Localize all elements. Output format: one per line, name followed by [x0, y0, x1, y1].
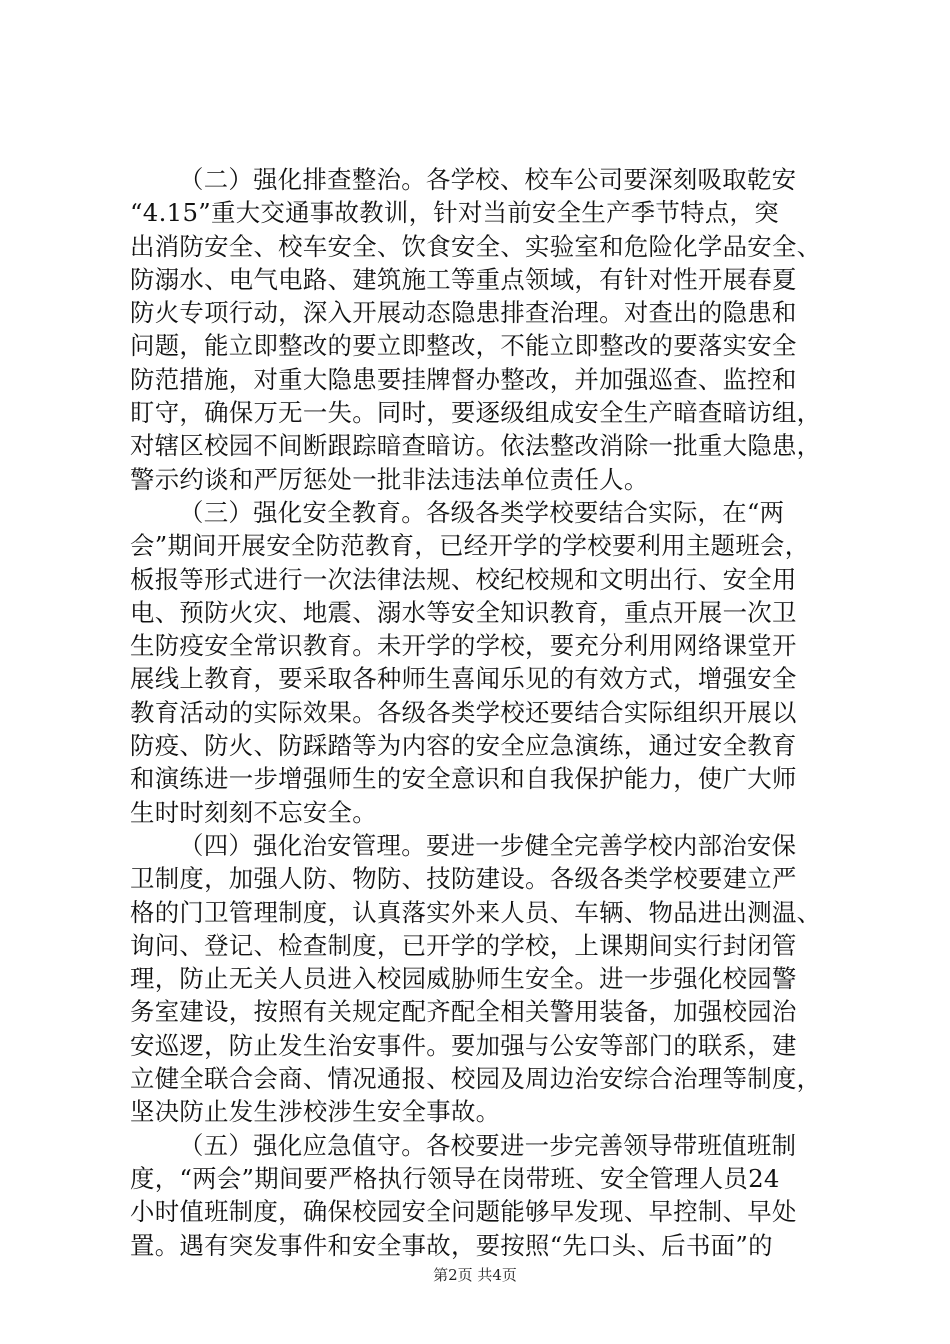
- text-line: （四）强化治安管理。要进一步健全完善学校内部治安保: [179, 830, 797, 860]
- text-line: 防火专项行动，深入开展动态隐患排查治理。对查出的隐患和: [130, 298, 797, 328]
- text-line: 生防疫安全常识教育。未开学的学校，要充分利用网络课堂开: [130, 631, 797, 661]
- text-line: 对辖区校园不间断跟踪暗查暗访。依法整改消除一批重大隐患，: [130, 431, 822, 461]
- text-line: “4.15”重大交通事故教训，针对当前安全生产季节特点，突: [130, 198, 779, 228]
- text-line: 和演练进一步增强师生的安全意识和自我保护能力，使广大师: [130, 764, 797, 794]
- text-line: （三）强化安全教育。各级各类学校要结合实际，在“两: [179, 497, 785, 527]
- page-footer: 第2页 共4页: [433, 1266, 517, 1284]
- text-line: 立健全联合会商、情况通报、校园及周边治安综合治理等制度，: [130, 1064, 822, 1094]
- text-line: （二）强化排查整治。各学校、校车公司要深刻吸取乾安: [179, 165, 797, 194]
- text-line: 置。遇有突发事件和安全事故，要按照“先口头、后书面”的: [130, 1230, 773, 1260]
- text-line: 展线上教育，要采取各种师生喜闻乐见的有效方式，增强安全: [130, 664, 797, 694]
- text-line: 询问、登记、检查制度，已开学的学校，上课期间实行封闭管: [130, 930, 797, 960]
- text-line: 防溺水、电气电路、建筑施工等重点领域，有针对性开展春夏: [130, 264, 797, 294]
- text-line: 板报等形式进行一次法律法规、校纪校规和文明出行、安全用: [130, 564, 797, 594]
- text-line: 教育活动的实际效果。各级各类学校还要结合实际组织开展以: [130, 697, 797, 727]
- text-line: 坚决防止发生涉校涉生安全事故。: [130, 1097, 501, 1127]
- text-line: 问题，能立即整改的要立即整改，不能立即整改的要落实安全: [130, 331, 797, 361]
- text-line: 生时时刻刻不忘安全。: [130, 797, 377, 827]
- text-line: 理，防止无关人员进入校园威胁师生安全。进一步强化校园警: [130, 964, 797, 994]
- text-line: 防范措施，对重大隐患要挂牌督办整改，并加强巡查、监控和: [130, 364, 797, 394]
- text-line: 出消防安全、校车安全、饮食安全、实验室和危险化学品安全、: [130, 231, 822, 261]
- paragraph: [130, 1129, 830, 1262]
- text-line: （五）强化应急值守。各校要进一步完善领导带班值班制: [179, 1130, 797, 1160]
- text-line: 电、预防火灾、地震、溺水等安全知识教育，重点开展一次卫: [130, 597, 797, 627]
- paragraph: [130, 829, 830, 1129]
- text-line: 卫制度，加强人防、物防、技防建设。各级各类学校要建立严: [130, 864, 797, 894]
- text-line: 格的门卫管理制度，认真落实外来人员、车辆、物品进出测温、: [130, 897, 822, 927]
- text-line: 务室建设，按照有关规定配齐配全相关警用装备，加强校园治: [130, 997, 797, 1027]
- text-line: 防疫、防火、防踩踏等为内容的安全应急演练，通过安全教育: [130, 731, 797, 761]
- text-line: 会”期间开展安全防范教育，已经开学的学校要利用主题班会，: [130, 531, 810, 561]
- paragraph: [130, 163, 830, 496]
- text-line: 安巡逻，防止发生治安事件。要加强与公安等部门的联系，建: [130, 1030, 797, 1060]
- text-line: 盯守，确保万无一失。同时，要逐级组成安全生产暗查暗访组，: [130, 398, 822, 428]
- text-line: 警示约谈和严厉惩处一批非法违法单位责任人。: [130, 464, 649, 494]
- text-line: 小时值班制度，确保校园安全问题能够早发现、早控制、早处: [130, 1197, 797, 1227]
- paragraph: [130, 496, 830, 829]
- text-line: 度，“两会”期间要严格执行领导在岗带班、安全管理人员24: [130, 1163, 780, 1193]
- document-body: [130, 163, 830, 1262]
